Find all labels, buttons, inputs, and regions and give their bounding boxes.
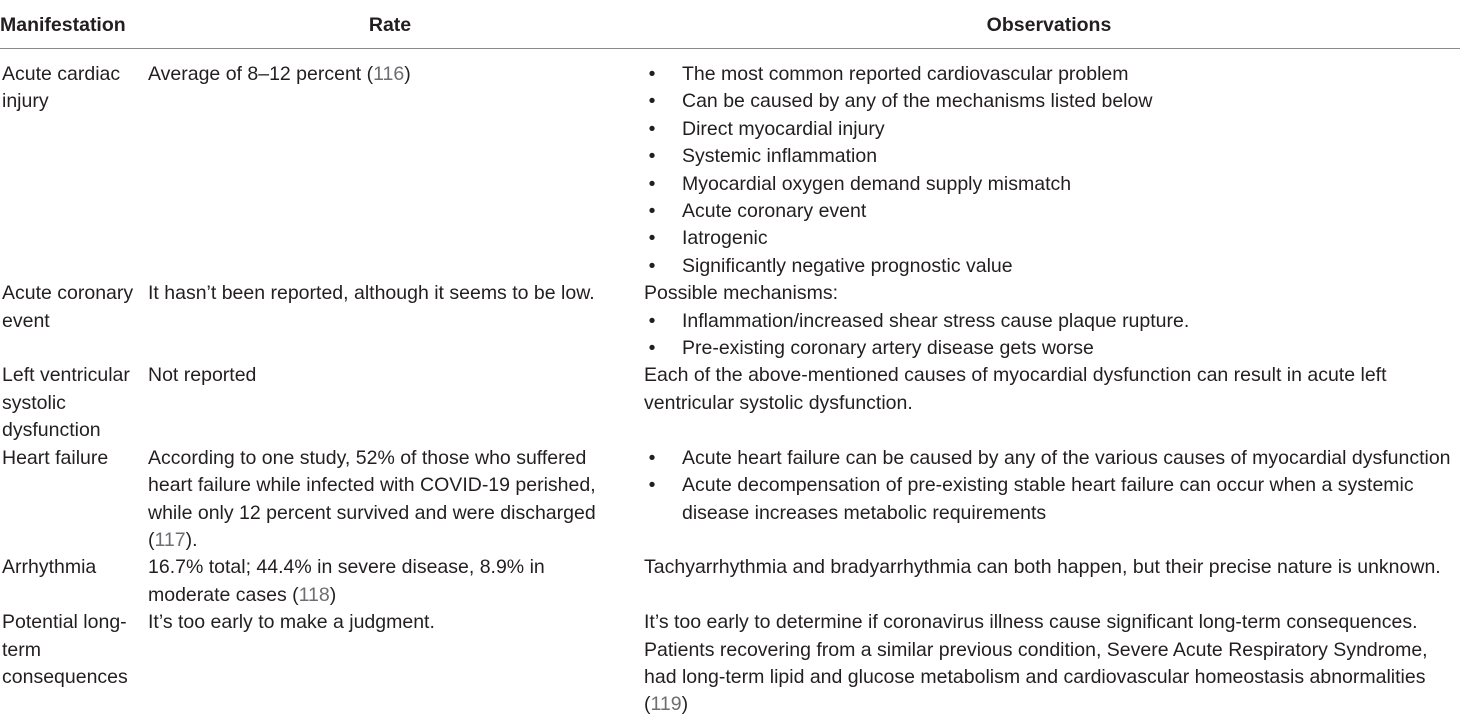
- bullet-icon: •: [648, 172, 656, 195]
- cell-manifestation: Acute coronary event: [2, 282, 134, 332]
- list-item: [644, 472, 1460, 527]
- list-item: [644, 171, 1460, 198]
- cell-observations: [638, 609, 1460, 723]
- table-row: [0, 280, 1460, 362]
- header-row: [0, 0, 1460, 49]
- list-item-text: Significantly negative prognostic value: [682, 254, 1013, 277]
- table-header: [0, 0, 1460, 49]
- rate-text: It hasn’t been reported, although it seems to be low.: [148, 282, 595, 305]
- list-item-text: Acute decompensation of pre-existing stable heart failure can occur when a systemic disease increases metabolic requirements: [682, 474, 1414, 524]
- list-item-text: Inflammation/increased shear stress cause plaque rupture.: [682, 309, 1190, 332]
- observations-list: [644, 445, 1460, 527]
- list-item-text: Pre-existing coronary artery disease gets worse: [682, 337, 1094, 360]
- observations-text: It’s too early to determine if coronavirus illness cause significant long-term consequences. Patients recovering from a similar previous condition, Severe Acute Respiratory Syndrome, had long-term lipid and glucose metabolism and cardiovascular homeostasis abnormalities (: [644, 611, 1428, 716]
- bullet-icon: •: [648, 145, 656, 168]
- rate-text: Average of 8–12 percent (: [148, 63, 374, 85]
- list-item: [644, 61, 1460, 88]
- header-manifestation: Manifestation: [0, 0, 142, 49]
- observations-list: [644, 61, 1460, 280]
- list-item-text: Systemic inflammation: [682, 145, 878, 168]
- list-item: [644, 445, 1460, 472]
- observations-list: [644, 308, 1460, 363]
- table-row: [0, 362, 1460, 444]
- table-row: [0, 609, 1460, 723]
- cell-rate: [142, 609, 638, 723]
- cell-rate: [142, 554, 638, 609]
- reference-link[interactable]: 117: [154, 528, 186, 551]
- list-item: [644, 116, 1460, 143]
- cell-observations: [638, 445, 1460, 555]
- list-item: [644, 88, 1460, 115]
- bullet-icon: •: [648, 200, 656, 223]
- rate-text: 16.7% total; 44.4% in severe disease, 8.9% in moderate cases (: [148, 556, 545, 606]
- bullet-icon: •: [648, 254, 656, 277]
- reference-link[interactable]: 119: [650, 693, 682, 716]
- list-item-text: Iatrogenic: [682, 227, 768, 250]
- bullet-icon: •: [648, 117, 656, 140]
- reference-link[interactable]: 118: [298, 583, 330, 606]
- list-item: [644, 143, 1460, 170]
- cell-observations: [638, 554, 1460, 609]
- bullet-icon: •: [648, 309, 656, 332]
- list-item-text: The most common reported cardiovascular problem: [682, 63, 1129, 85]
- reference-link[interactable]: 116: [373, 63, 405, 85]
- table-body: [0, 49, 1460, 723]
- cell-manifestation: Left ventricular systolic dysfunction: [2, 364, 130, 442]
- cell-observations: [638, 362, 1460, 444]
- observations-text: Each of the above-mentioned causes of myocardial dysfunction can result in acute left ventricular systolic dysfunction.: [644, 364, 1387, 414]
- list-item: [644, 335, 1460, 362]
- list-item: [644, 308, 1460, 335]
- cell-manifestation: Arrhythmia: [2, 556, 97, 579]
- observations-text: Tachyarrhythmia and bradyarrhythmia can both happen, but their precise nature is unknown.: [644, 556, 1441, 579]
- rate-text-tail: ): [329, 583, 337, 606]
- list-item-text: Acute coronary event: [682, 200, 867, 223]
- cell-rate: [142, 49, 638, 281]
- bullet-icon: •: [648, 474, 656, 497]
- cell-manifestation: Heart failure: [2, 446, 109, 469]
- bullet-icon: •: [648, 337, 656, 360]
- cell-observations: [638, 280, 1460, 362]
- bullet-icon: •: [648, 446, 656, 469]
- table-row: [0, 554, 1460, 609]
- list-item: [644, 253, 1460, 280]
- table-row: [0, 49, 1460, 281]
- cell-observations: [638, 49, 1460, 281]
- header-rate: Rate: [142, 0, 638, 49]
- rate-text-tail: ).: [185, 528, 198, 551]
- rate-text: According to one study, 52% of those who suffered heart failure while infected with COVID-19 perished, while only 12 percent survived and were discharged (: [148, 446, 596, 551]
- list-item-text: Direct myocardial injury: [682, 117, 885, 140]
- bullet-icon: •: [648, 90, 656, 113]
- bullet-icon: •: [648, 63, 656, 85]
- rate-text: Not reported: [148, 364, 257, 387]
- cell-rate: [142, 280, 638, 362]
- rate-text-tail: ): [404, 63, 411, 85]
- list-item-text: Myocardial oxygen demand supply mismatch: [682, 172, 1072, 195]
- list-item-text: Can be caused by any of the mechanisms listed below: [682, 90, 1153, 113]
- cell-rate: [142, 362, 638, 444]
- cell-rate: [142, 445, 638, 555]
- observations-intro: Possible mechanisms:: [644, 282, 838, 305]
- cell-manifestation: Acute cardiac injury: [2, 63, 121, 113]
- list-item-text: Acute heart failure can be caused by any of the various causes of myocardial dysfunction: [682, 446, 1451, 469]
- list-item: [644, 225, 1460, 252]
- list-item: [644, 198, 1460, 225]
- observations-text-tail: ): [681, 693, 689, 716]
- cell-manifestation: Potential long-term consequences: [2, 611, 128, 688]
- rate-text: It’s too early to make a judgment.: [148, 611, 435, 634]
- table-row: [0, 445, 1460, 555]
- header-observations: Observations: [638, 0, 1460, 49]
- bullet-icon: •: [648, 227, 656, 250]
